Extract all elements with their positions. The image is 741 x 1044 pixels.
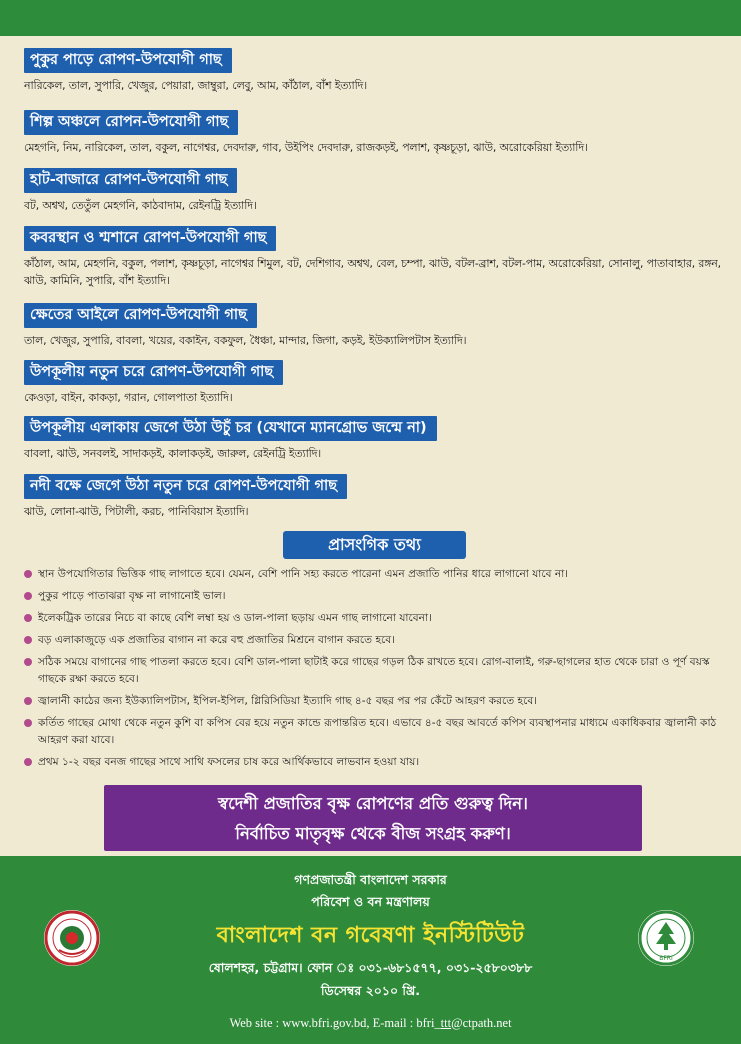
ministry-name: পরিবেশ ও বন মন্ত্রণালয়	[311, 894, 430, 909]
info-item-text: বড় এলাকাজুড়ে এক প্রজাতির বাগান না করে বহু প্রজাতির মিশ্রনে বাগান করতে হবে।	[38, 634, 395, 646]
section-title: উপকূলীয় নতুন চরে রোপণ-উপযোগী গাছ	[24, 360, 283, 385]
info-item	[24, 588, 729, 605]
section-field-embankment	[24, 303, 724, 349]
web-email-prefix: Web site : www.bfri.gov.bd, E-mail : bfri_	[229, 1016, 441, 1030]
section-coastal-new-char	[24, 360, 724, 406]
bullet-icon	[24, 719, 32, 727]
info-item-text: সঠিক সময়ে বাগানের গাছ পাতলা করতে হবে। বেশি ডাল-পালা ছাটাই করে গাছের গড়ল ঠিক রাখতে হবে। রোগ-বালাই, গরু-ছাগলের হাত থেকে চারা ও পূর্ণ বয়স্ক গাছকে রক্ষা করতে হবে।	[38, 656, 710, 685]
publication-date: ডিসেম্বর ২০১০ খ্রি.	[320, 983, 421, 998]
institute-name: বাংলাদেশ বন গবেষণা ইনস্টিটিউট	[216, 923, 525, 948]
government-name: গণপ্রজাতন্ত্রী বাংলাদেশ সরকার	[294, 872, 447, 887]
bullet-icon	[24, 658, 32, 666]
section-title: হাট-বাজারে রোপণ-উপযোগী গাছ	[24, 168, 237, 193]
slogan-line-2: নির্বাচিত মাতৃবৃক্ষ থেকে বীজ সংগ্রহ করুণ।	[235, 824, 511, 843]
info-item	[24, 632, 729, 649]
section-title: উপকূলীয় এলাকায় জেগে উঠা উচুঁ চর (যেখানে ম্যানগ্রোভ জন্মে না)	[24, 416, 437, 441]
info-item	[24, 754, 729, 771]
info-item-text: স্থান উপযোগিতার ভিত্তিক গাছ লাগাতে হবে। যেমন, বেশি পানি সহ্য করতে পারেনা এমন প্রজাতি পানির ধারে লাগানো যাবে না।	[38, 568, 569, 580]
bullet-icon	[24, 758, 32, 766]
section-graveyard	[24, 226, 724, 289]
section-items: তাল, খেজুর, সুপারি, বাবলা, খয়ের, বকাইন, বকফুল, ধৈঞ্চা, মান্দার, জিগা, কড়ই, ইউক্যালিপটাস ইত্যাদি।	[24, 334, 467, 347]
web-email	[0, 1016, 741, 1031]
info-list	[24, 566, 729, 776]
bullet-icon	[24, 636, 32, 644]
info-item-text: পুকুর পাড়ে পাতাঝরা বৃক্ষ না লাগানোই ভাল।	[38, 590, 226, 602]
section-river-char	[24, 474, 724, 520]
info-item-text: প্রথম ১-২ বছর বনজ গাছের সাথে সাথি ফসলের চাষ করে আর্থিকভাবে লাভবান হওয়া যায়।	[38, 756, 420, 768]
info-item-text: জ্বালানী কাঠের জন্য ইউক্যালিপটাস, ইপিল-ইপিল, গ্লিরিসিডিয়া ইত্যাদি গাছ ৪-৫ বছর পর পর কেঁটে আহরণ করতে হবে।	[38, 695, 538, 707]
section-industrial-area	[24, 110, 724, 156]
bfri-logo-text: BFRI	[659, 955, 673, 962]
section-market	[24, 168, 724, 214]
web-email-underlined: ttt	[440, 1016, 452, 1030]
info-item	[24, 566, 729, 583]
section-items: কাঁঠাল, আম, মেহগনি, বকুল, পলাশ, কৃষ্ণচূড়া, নাগেশ্বর শিমুল, বট, দেশিগাব, অশ্বথ, বেল, চম্পা, ঝাউ, বটল-ব্রাশ, বটল-পাম, অরোকেরিয়া, সোনালু, পাতাবাহার, রঙ্গন, ঝাউ, কামিনি, সুপারি, বাঁশ ইত্যাদি।	[24, 257, 721, 287]
section-pond-bank	[24, 48, 724, 94]
info-title: প্রাসংগিক তথ্য	[283, 531, 466, 559]
section-items: বাবলা, ঝাউ, সনবলই, সাদাকড়ই, কালাকড়ই, জারুল, রেইনট্রি ইত্যাদি।	[24, 447, 322, 460]
section-title: নদী বক্ষে জেগে উঠা নতুন চরে রোপণ-উপযোগী গাছ	[24, 474, 347, 499]
bullet-icon	[24, 697, 32, 705]
address-phone: ষোলশহর, চট্টগ্রাম। ফোন ঃ ০৩১-৬৮১৫৭৭, ০৩১-২৫৮০৩৮৮	[208, 960, 533, 975]
bullet-icon	[24, 614, 32, 622]
bullet-icon	[24, 592, 32, 600]
section-title: কবরস্থান ও শ্মশানে রোপণ-উপযোগী গাছ	[24, 226, 276, 251]
bullet-icon	[24, 570, 32, 578]
section-items: নারিকেল, তাল, সুপারি, খেজুর, পেয়ারা, জাম্বুরা, লেবু, আম, কাঁঠাল, বাঁশ ইত্যাদি।	[24, 79, 367, 92]
info-item	[24, 693, 729, 710]
section-items: মেহগনি, নিম, নারিকেল, তাল, বকুল, নাগেশ্বর, দেবদারু, গাব, উইপিং দেবদারু, রাজকড়ই, পলাশ, কৃষ্ণচূড়া, ঝাউ, অরোকেরিয়া ইত্যাদি।	[24, 141, 588, 154]
slogan-banner	[104, 785, 642, 851]
info-item-text: কর্তিত গাছের মোথা থেকে নতুন কুশি বা কপিস বের হয়ে নতুন কান্ডে রূপান্তরিত হবে। এভাবে ৪-৫ বছর আবর্তে কপিস ব্যবস্থাপনার মাধ্যমে একাধিকবার জ্বালানী কাঠ আহরণ করা যাবে।	[38, 717, 717, 746]
top-green-band	[0, 0, 741, 36]
info-item-text: ইলেকট্রিক তারের নিচে বা কাছে বেশি লম্বা হয় ও ডাল-পালা ছড়ায় এমন গাছ লাগানো যাবেনা।	[38, 612, 432, 624]
footer	[0, 856, 741, 1044]
section-title: পুকুর পাড়ে রোপণ-উপযোগী গাছ	[24, 48, 232, 73]
section-title: ক্ষেতের আইলে রোপণ-উপযোগী গাছ	[24, 303, 257, 328]
section-items: বট, অশ্বথ, তেতুঁল মেহগনি, কাঠবাদাম, রেইনট্রি ইত্যাদি।	[24, 199, 257, 212]
section-coastal-high-char	[24, 416, 724, 462]
info-item	[24, 715, 729, 749]
section-items: ঝাউ, লোনা-ঝাউ, পিটালী, করচ, পানিবিয়াস ইত্যাদি।	[24, 505, 249, 518]
web-email-suffix: @ctpath.net	[451, 1016, 512, 1030]
info-item	[24, 654, 729, 688]
section-items: কেওড়া, বাইন, কাকড়া, গরান, গোলপাতা ইত্যাদি।	[24, 391, 233, 404]
section-title: শিল্প অঞ্চলে রোপন-উপযোগী গাছ	[24, 110, 238, 135]
slogan-line-1: স্বদেশী প্রজাতির বৃক্ষ রোপণের প্রতি গুরুত্ব দিন।	[218, 794, 528, 813]
info-item	[24, 610, 729, 627]
